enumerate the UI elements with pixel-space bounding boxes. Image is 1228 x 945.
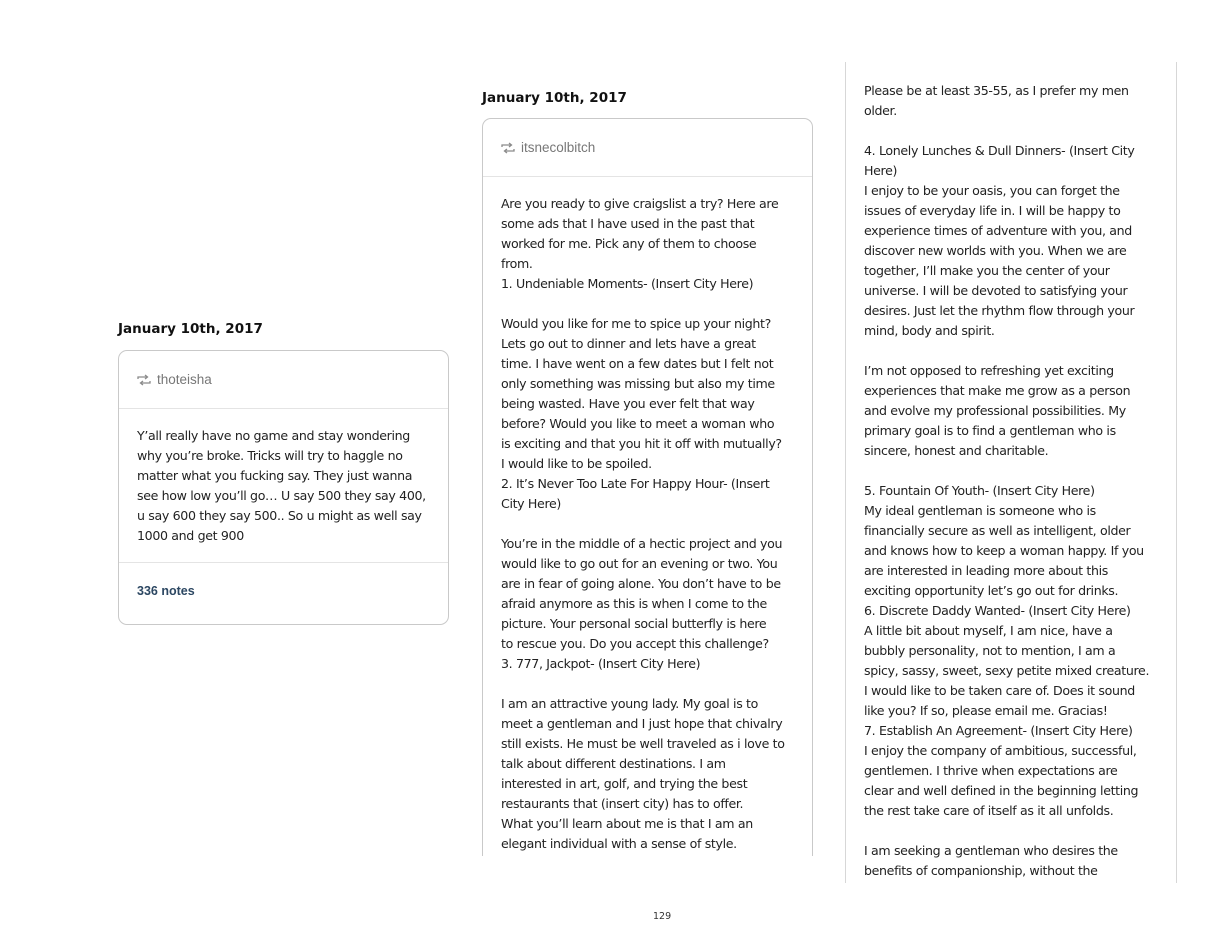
reblog-icon bbox=[501, 142, 515, 154]
continued-post-text: Please be at least 35-55, as I prefer my men older. 4. Lonely Lunches & Dull Dinners- (Insert City Here) I enjoy to be your oasis, you can forget the issues of everyday life in. I will be happy to experience times of adventure with you, and discover new worlds with you. When we are together, I’ll make you the center of your universe. I will be devoted to satisfying your desires. Just let the rhythm flow through your mind, body and spirit. I’m not opposed to refreshing yet exciting experiences that make me grow as a person and evolve my professional possibilities. My primary goal is to find a gentleman who is sincere, honest and charitable. 5. Fountain Of Youth- (Insert City Here) My ideal gentleman is someone who is financially secure as well as intelligent, older and knows how to keep a woman happy. If you are interested in leading more about this exciting opportunity let’s go out for drinks. 6. Discrete Daddy Wanted- (Insert City Here) A little bit about myself, I am nice, have a bubbly personality, not to mention, I am a spicy, sassy, sweet, sexy petite mixed creature. I would like to be taken care of. Does it sound like you? If so, please email me. Gracias! 7. Establish An Agreement- (Insert City Here) I enjoy the company of ambitious, successful, gentlemen. I thrive when expectations are clear and well defined in the beginning letting the rest take care of itself as it all unfolds. I am seeking a gentleman who desires the benefits of companionship, without the bbox=[864, 83, 1150, 878]
post-footer bbox=[119, 562, 448, 619]
reblog-icon bbox=[137, 374, 151, 386]
notes-count[interactable]: 336 notes bbox=[137, 584, 195, 598]
post-header bbox=[483, 119, 812, 177]
post-card bbox=[482, 118, 813, 856]
post-card bbox=[118, 350, 449, 625]
post-body bbox=[483, 177, 812, 854]
post-date: January 10th, 2017 bbox=[118, 321, 263, 337]
post-date: January 10th, 2017 bbox=[482, 90, 627, 106]
page-number: 129 bbox=[653, 911, 672, 922]
reblog-username[interactable]: itsnecolbitch bbox=[521, 140, 596, 155]
reblog-username[interactable]: thoteisha bbox=[157, 372, 212, 387]
post-header bbox=[119, 351, 448, 409]
post-body bbox=[119, 409, 448, 548]
continued-post-column bbox=[845, 62, 1177, 883]
post-text: Are you ready to give craigslist a try? Here are some ads that I have used in the past that worked for me. Pick any of them to choose from. 1. Undeniable Moments- (Insert City Here) Would you like for me to spice up your night? Lets go out to dinner and lets have a great time. I have went on a few dates but I felt not only something was missing but also my time being wasted. Have you ever felt that way before? Would you like to meet a woman who is exciting and that you hit it off with mutually? I would like to be spoiled. 2. It’s Never Too Late For Happy Hour- (Insert City Here) You’re in the middle of a hectic project and you would like to go out for an evening or two. You are in fear of going alone. You don’t have to be afraid anymore as this is when I come to the picture. Your personal social butterfly is here to rescue you. Do you accept this challenge? 3. 777, Jackpot- (Insert City Here) I am an attractive young lady. My goal is to meet a gentleman and I just hope that chivalry still exists. He must be well traveled as i love to talk about different destinations. I am interested in art, golf, and trying the best restaurants that (insert city) has to offer. What you’ll learn about me is that I am an elegant individual with a sense of style. bbox=[501, 196, 785, 851]
post-text: Y’all really have no game and stay wondering why you’re broke. Tricks will try to haggle no matter what you fucking say. They just wanna see how low you’ll go… U say 500 they say 400, u say 600 they say 500.. So u might as well say 1000 and get 900 bbox=[137, 428, 426, 543]
